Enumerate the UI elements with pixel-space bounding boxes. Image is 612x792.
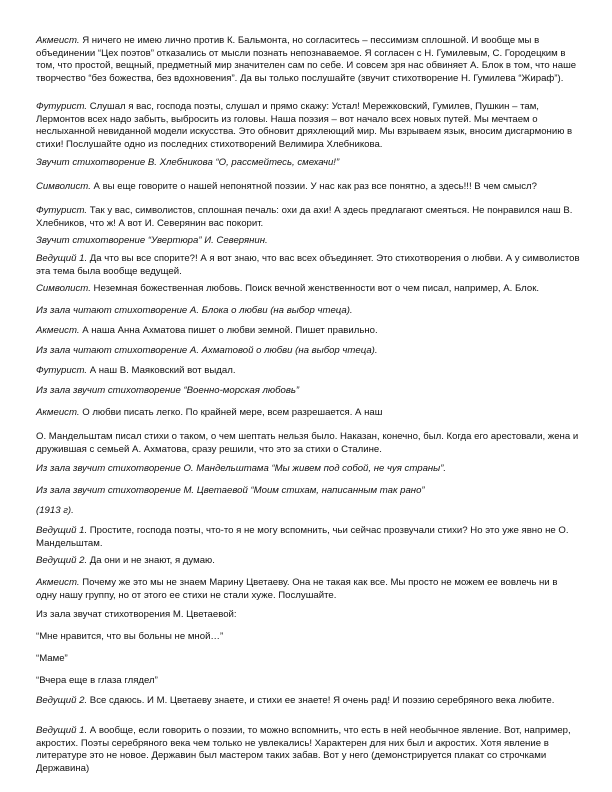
paragraph xyxy=(36,365,580,378)
paragraph xyxy=(36,577,580,602)
stage-direction xyxy=(36,385,580,398)
speaker-label: Акмеист. xyxy=(36,407,80,418)
paragraph-text: Из зала звучат стихотворения М. Цветаевой: xyxy=(36,609,237,620)
stage-direction xyxy=(36,485,580,498)
paragraph-text: Из зала звучит стихотворение М. Цветаевой “Моим стихам, написанным так рано” xyxy=(36,485,425,496)
paragraph xyxy=(36,253,580,278)
paragraph-text: Простите, господа поэты, что-то я не могу вспомнить, чьи сейчас прозвучали стихи? Но это уже явно не О. Мандельштам. xyxy=(36,525,569,549)
paragraph-text: Да они и не знают, я думаю. xyxy=(87,555,215,566)
paragraph-text: А наша Анна Ахматова пишет о любви земной. Пишет правильно. xyxy=(79,325,378,336)
paragraph-text: А вообще, если говорить о поэзии, то можно вспомнить, что есть в ней необычное явление. Вот, например, акростих. Поэты серебряного века чем только не увлекались! Характерен для них был и акростих. Хотя явление в литературе это не новое. Державин был мастером таких забав. Вот у него (демонстрируется плакат со строчками Державина) xyxy=(36,725,571,774)
paragraph xyxy=(36,283,580,296)
speaker-label: Ведущий 2. xyxy=(36,695,88,706)
speaker-label: Символист. xyxy=(36,283,91,294)
paragraph-text: Из зала читают стихотворение А. Блока о любви (на выбор чтеца). xyxy=(36,305,353,316)
paragraph-text: Так у вас, символистов, сплошная печаль: охи да ахи! А здесь предлагают смеяться. Не понравился наш В. Хлебников, что ж! А вот И. Северянин вас покорит. xyxy=(36,205,573,229)
paragraph-text: Неземная божественная любовь. Поиск вечной женственности вот о чем писал, например, А. Блок. xyxy=(90,283,540,294)
speaker-label: Ведущий 1. xyxy=(36,725,88,736)
poem-title xyxy=(36,631,580,644)
paragraph xyxy=(36,695,580,708)
paragraph-text: Звучит стихотворение В. Хлебникова “О, рассмейтесь, смехачи!” xyxy=(36,157,340,168)
speaker-label: Акмеист. xyxy=(36,35,80,46)
paragraph-text: О любви писать легко. По крайней мере, всем разрешается. А наш xyxy=(79,407,383,418)
paragraph xyxy=(36,101,580,151)
speaker-label: Ведущий 2. xyxy=(36,555,88,566)
speaker-label: Акмеист. xyxy=(36,577,80,588)
speaker-label: Футурист. xyxy=(36,101,88,112)
paragraph-text: Из зала звучит стихотворение “Военно-морская любовь” xyxy=(36,385,300,396)
speaker-label: Футурист. xyxy=(36,205,88,216)
paragraph xyxy=(36,181,580,194)
paragraph-text: “Мне нравится, что вы больны не мной…” xyxy=(36,631,224,642)
paragraph-text: Из зала читают стихотворение А. Ахматовой о любви (на выбор чтеца). xyxy=(36,345,378,356)
paragraph-text: Звучит стихотворение “Увертюра” И. Северянин. xyxy=(36,235,268,246)
paragraph xyxy=(36,325,580,338)
paragraph-text: О. Мандельштам писал стихи о таком, о чем шептать нельзя было. Наказан, конечно, был. Когда его арестовали, жена и дружившая с семьей А. Ахматова, сразу решили, что это за стихи о Сталине. xyxy=(36,431,579,455)
speaker-label: Ведущий 1. xyxy=(36,253,88,264)
paragraph-text: Я ничего не имею лично против К. Бальмонта, но согласитесь – пессимизм сплошной. И вообще мы в объединении “Цех поэтов” отказались от мысли познать непознаваемое. Я согласен с Н. Гумилевым, С. Городецким в том, что простой, вещный, предметный мир значителен сам по себе. И совсем зря нас обвиняет А. Блок в том, что наше творчество “без божества, без вдохновения”. Да вы только послушайте (звучит стихотворение Н. Гумилева “Жираф”). xyxy=(36,35,577,84)
paragraph xyxy=(36,725,580,775)
poem-title xyxy=(36,675,580,688)
paragraph xyxy=(36,609,580,622)
stage-direction xyxy=(36,463,580,476)
speaker-label: Футурист. xyxy=(36,365,88,376)
paragraph-text: Почему же это мы не знаем Марину Цветаеву. Она не такая как все. Мы просто не можем ее вовлечь ни в одну нашу группу, но от этого ее стихи не стали хуже. Послушайте. xyxy=(36,577,558,601)
speaker-label: Акмеист. xyxy=(36,325,80,336)
paragraph-text: “Маме” xyxy=(36,653,68,664)
paragraph-text: (1913 г). xyxy=(36,505,74,516)
poem-title xyxy=(36,653,580,666)
stage-direction xyxy=(36,305,580,318)
paragraph-text: Да что вы все спорите?! А я вот знаю, что вас всех объединяет. Это стихотворения о любви. А у символистов эта тема была вообще ведущей. xyxy=(36,253,580,277)
stage-direction xyxy=(36,505,580,518)
paragraph-text: “Вчера еще в глаза глядел” xyxy=(36,675,158,686)
paragraph-text: Слушал я вас, господа поэты, слушал и прямо скажу: Устал! Мережковский, Гумилев, Пушкин – там, Лермонтов всех надо забыть, выбросить из головы. Наша поэзия – вот начало всех новых путей. Мы мечтаем о неслыханной невиданной модели искусства. Это обновит дряхлеющий мир. Мы взрываем язык, вносим дисгармонию в стихи! Послушайте одно из последних стихотворений Велимира Хлебникова. xyxy=(36,101,573,150)
stage-direction xyxy=(36,345,580,358)
stage-direction xyxy=(36,157,580,170)
paragraph xyxy=(36,205,580,230)
speaker-label: Ведущий 1. xyxy=(36,525,88,536)
paragraph xyxy=(36,555,580,568)
paragraph-text: А наш В. Маяковский вот выдал. xyxy=(87,365,236,376)
paragraph-text: А вы еще говорите о нашей непонятной поэзии. У нас как раз все понятно, а здесь!!! В чем смысл? xyxy=(90,181,537,192)
paragraph-text: Из зала звучит стихотворение О. Мандельштама “Мы живем под собой, не чуя страны”. xyxy=(36,463,447,474)
paragraph xyxy=(36,407,580,420)
paragraph-text: Все сдаюсь. И М. Цветаеву знаете, и стихи ее знаете! Я очень рад! И поэзию серебряного века любите. xyxy=(87,695,555,706)
paragraph xyxy=(36,525,580,550)
paragraph xyxy=(36,431,580,456)
paragraph xyxy=(36,35,580,85)
stage-direction xyxy=(36,235,580,248)
speaker-label: Символист. xyxy=(36,181,91,192)
